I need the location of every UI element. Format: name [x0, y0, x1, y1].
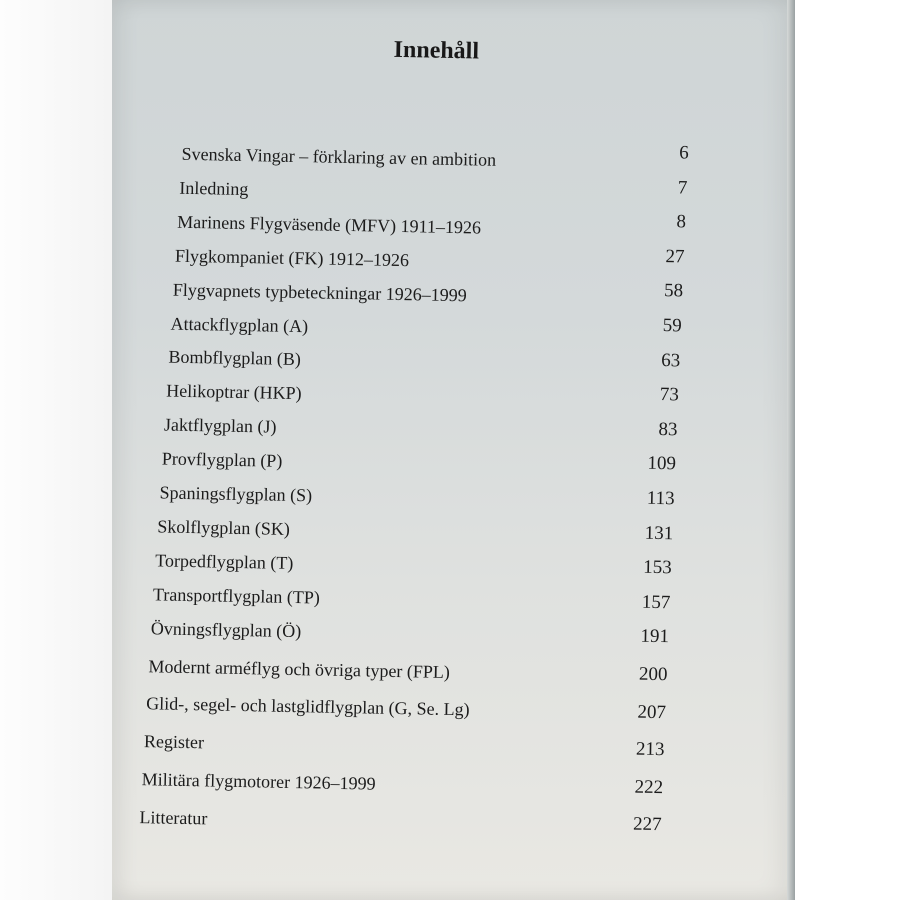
toc-entry-title: Provflygplan (P): [161, 448, 283, 471]
toc-page-number: 58: [663, 280, 684, 302]
toc-entry-title: Skolflygplan (SK): [157, 516, 291, 539]
toc-entry-title: Marinens Flygväsende (MFV) 1911–1926: [177, 211, 482, 238]
toc-page-number: 63: [661, 349, 681, 371]
toc-entry-title: Flygkompaniet (FK) 1912–1926: [174, 245, 410, 270]
toc-entry-title: Flygvapnets typbeteckningar 1926–1999: [172, 279, 467, 305]
toc-entry-title: Svenska Vingar – förklaring av en ambition: [181, 143, 497, 170]
toc-entry-title: Jaktflygplan (J): [163, 414, 277, 437]
toc-page-number: 191: [640, 626, 670, 648]
toc-page-number: 73: [659, 384, 680, 406]
toc-entry-title: Militära flygmotorer 1926–1999: [141, 769, 376, 794]
toc-page-number: 157: [641, 591, 671, 614]
toc-entry-title: Torpedflygplan (T): [155, 550, 294, 573]
toc-page-number: 207: [637, 701, 667, 723]
toc-entry-title: Glid-, segel- och lastglidflygplan (G, Se. Lg): [146, 693, 470, 720]
toc-page-number: 113: [646, 487, 675, 510]
toc-entry-title: Övningsflygplan (Ö): [150, 617, 302, 641]
toc-page-number: 27: [665, 245, 685, 268]
toc-entry-title: Transportflygplan (TP): [152, 584, 321, 608]
toc-page-number: 200: [638, 663, 668, 686]
toc-entry-title: Inledning: [179, 177, 249, 199]
toc-page-number: 131: [644, 522, 674, 544]
toc-page-number: 153: [643, 556, 672, 579]
toc-page-number: 8: [676, 211, 687, 233]
toc-page-number: 222: [634, 776, 664, 798]
toc-entry-title: Attackflygplan (A): [170, 313, 309, 336]
toc-entry-title: Spaningsflygplan (S): [159, 482, 313, 506]
toc-page-number: 213: [635, 738, 665, 761]
toc-entry-title: Register: [143, 731, 205, 753]
toc-entry-title: Modernt arméflyg och övriga typer (FPL): [148, 655, 451, 682]
toc-page-number: 109: [647, 453, 677, 475]
page-title: Innehåll: [393, 36, 480, 65]
toc-entry-title: Bombflygplan (B): [168, 346, 302, 370]
toc-page-number: 6: [679, 142, 689, 164]
toc-entry-title: Helikoptrar (HKP): [166, 380, 302, 404]
toc-page-number: 59: [662, 315, 682, 337]
toc-page-number: 7: [677, 176, 688, 199]
toc-page-number: 83: [658, 418, 678, 441]
toc-entry-title: Litteratur: [139, 807, 208, 829]
toc-page-number: 227: [632, 813, 662, 836]
